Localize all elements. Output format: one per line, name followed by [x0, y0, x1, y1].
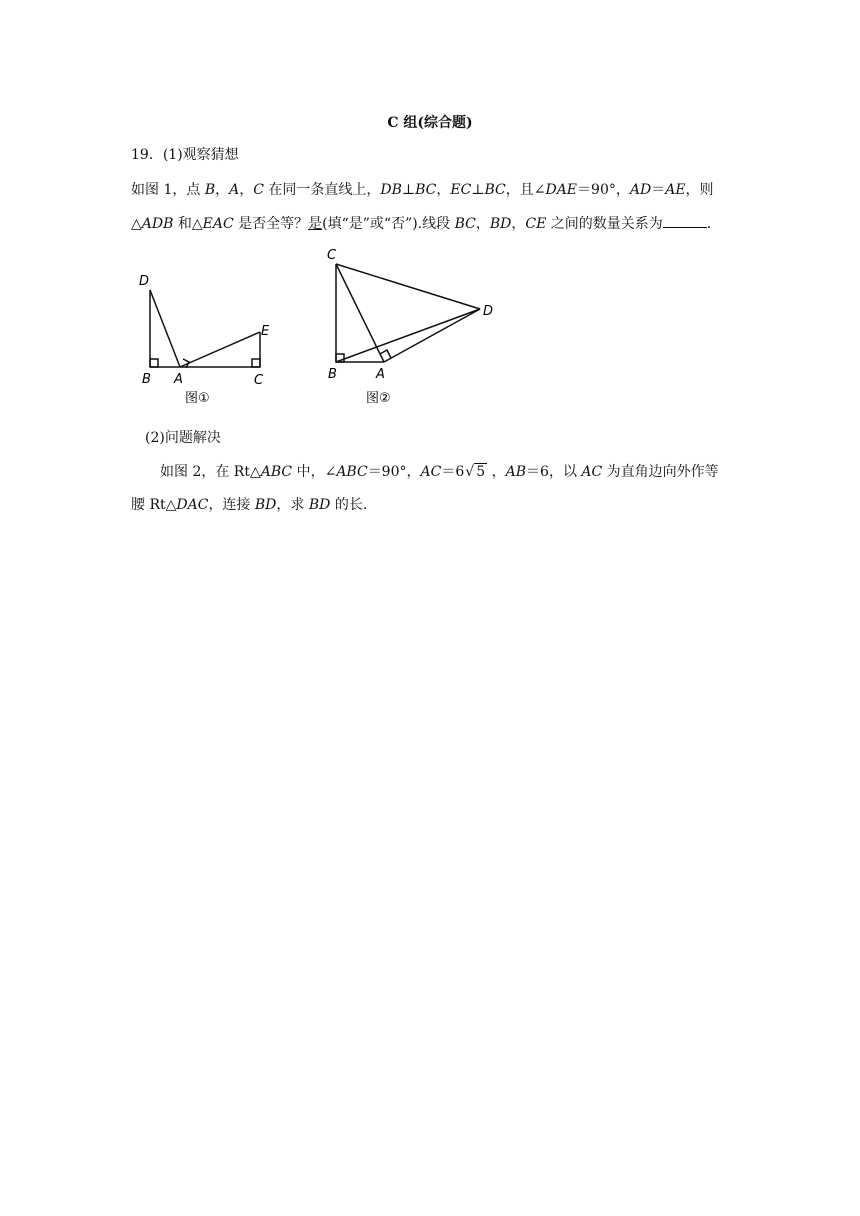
text: 之间的数量关系为 — [546, 216, 663, 232]
var: BC — [484, 182, 506, 198]
var: BC — [415, 182, 437, 198]
text: 和△ — [173, 216, 203, 232]
figure-1 — [130, 268, 280, 408]
text: 如图 2，在 Rt△ — [160, 464, 261, 480]
text: 是否全等？ — [233, 216, 309, 232]
right-angle-C — [252, 359, 260, 367]
segment-BD — [336, 309, 480, 362]
text: ， — [511, 216, 526, 232]
var: AE — [665, 182, 686, 198]
text: 腰 Rt△ — [131, 497, 177, 513]
var: DAC — [176, 497, 209, 513]
question-number: 19． — [131, 147, 163, 163]
right-angle-B — [150, 359, 158, 367]
text: △ — [131, 216, 142, 232]
text: ， — [475, 216, 490, 232]
text: ， — [436, 182, 451, 198]
text: ＝90°， — [577, 182, 630, 198]
figure-2-caption: 图② — [366, 391, 391, 406]
text: 中，∠ — [292, 464, 337, 480]
text: ＝6 — [441, 464, 465, 480]
var: EAC — [202, 216, 234, 232]
var: C — [253, 182, 264, 198]
figure-2 — [322, 242, 507, 410]
question-19-line4 — [131, 495, 367, 515]
var: BD — [254, 497, 277, 513]
answer-text: 是 — [308, 216, 323, 232]
text: (填“是”或“否”).线段 — [322, 216, 455, 232]
question-19-header — [131, 145, 239, 165]
section-title: C 组(综合题) — [387, 115, 473, 131]
text: . — [706, 216, 712, 232]
var: ABC — [260, 464, 293, 480]
var: EC — [450, 182, 472, 198]
answer-blank — [663, 213, 707, 228]
var: A — [229, 182, 240, 198]
var: AD — [629, 182, 652, 198]
part2-title: (2)问题解决 — [145, 430, 221, 446]
label-D: D — [483, 304, 494, 319]
var: AC — [581, 464, 603, 480]
text: ，求 — [276, 497, 309, 513]
text: ， — [215, 182, 230, 198]
text: ＝6，以 — [526, 464, 582, 480]
var: ABC — [336, 464, 368, 480]
question-19-line3 — [160, 462, 719, 482]
text: ， — [239, 182, 254, 198]
var: BD — [308, 497, 331, 513]
var: ADB — [141, 216, 174, 232]
var: BD — [489, 216, 512, 232]
segment-AE — [180, 332, 260, 367]
label-C: C — [254, 373, 264, 388]
label-A: A — [174, 372, 183, 387]
segment-DA — [150, 290, 180, 367]
text: ，连接 — [208, 497, 255, 513]
label-B: B — [328, 367, 337, 382]
text: ＝90°， — [367, 464, 421, 480]
text: 在同一条直线上， — [263, 182, 381, 198]
radicand: 5 — [476, 464, 486, 480]
segment-CD — [336, 264, 480, 309]
text: ，且∠ — [505, 182, 546, 198]
text: ＝ — [651, 182, 666, 198]
text: ， — [487, 464, 506, 480]
part1-title: (1)观察猜想 — [162, 147, 239, 163]
text: ⊥ — [471, 182, 485, 198]
text: ，则 — [685, 182, 714, 198]
question-19-line2 — [131, 213, 711, 234]
label-B: B — [142, 372, 151, 387]
var: BC — [454, 216, 476, 232]
var: AC — [420, 464, 442, 480]
label-D: D — [139, 274, 150, 289]
question-19-line1 — [131, 180, 714, 200]
var: DAE — [545, 182, 578, 198]
figure-1-caption: 图① — [185, 391, 210, 406]
text: 的长. — [330, 497, 368, 513]
text: ⊥ — [401, 182, 416, 198]
label-E: E — [261, 324, 270, 339]
segment-AD — [384, 309, 480, 362]
var: CE — [525, 216, 547, 232]
text: 为直角边向外作等 — [602, 464, 719, 480]
sqrt-5: √ 5 — [465, 464, 486, 480]
text: 如图 1，点 — [131, 182, 205, 198]
var: DB — [380, 182, 402, 198]
var: B — [204, 182, 216, 198]
label-A: A — [376, 367, 385, 382]
var: AB — [505, 464, 527, 480]
label-C: C — [327, 248, 337, 263]
